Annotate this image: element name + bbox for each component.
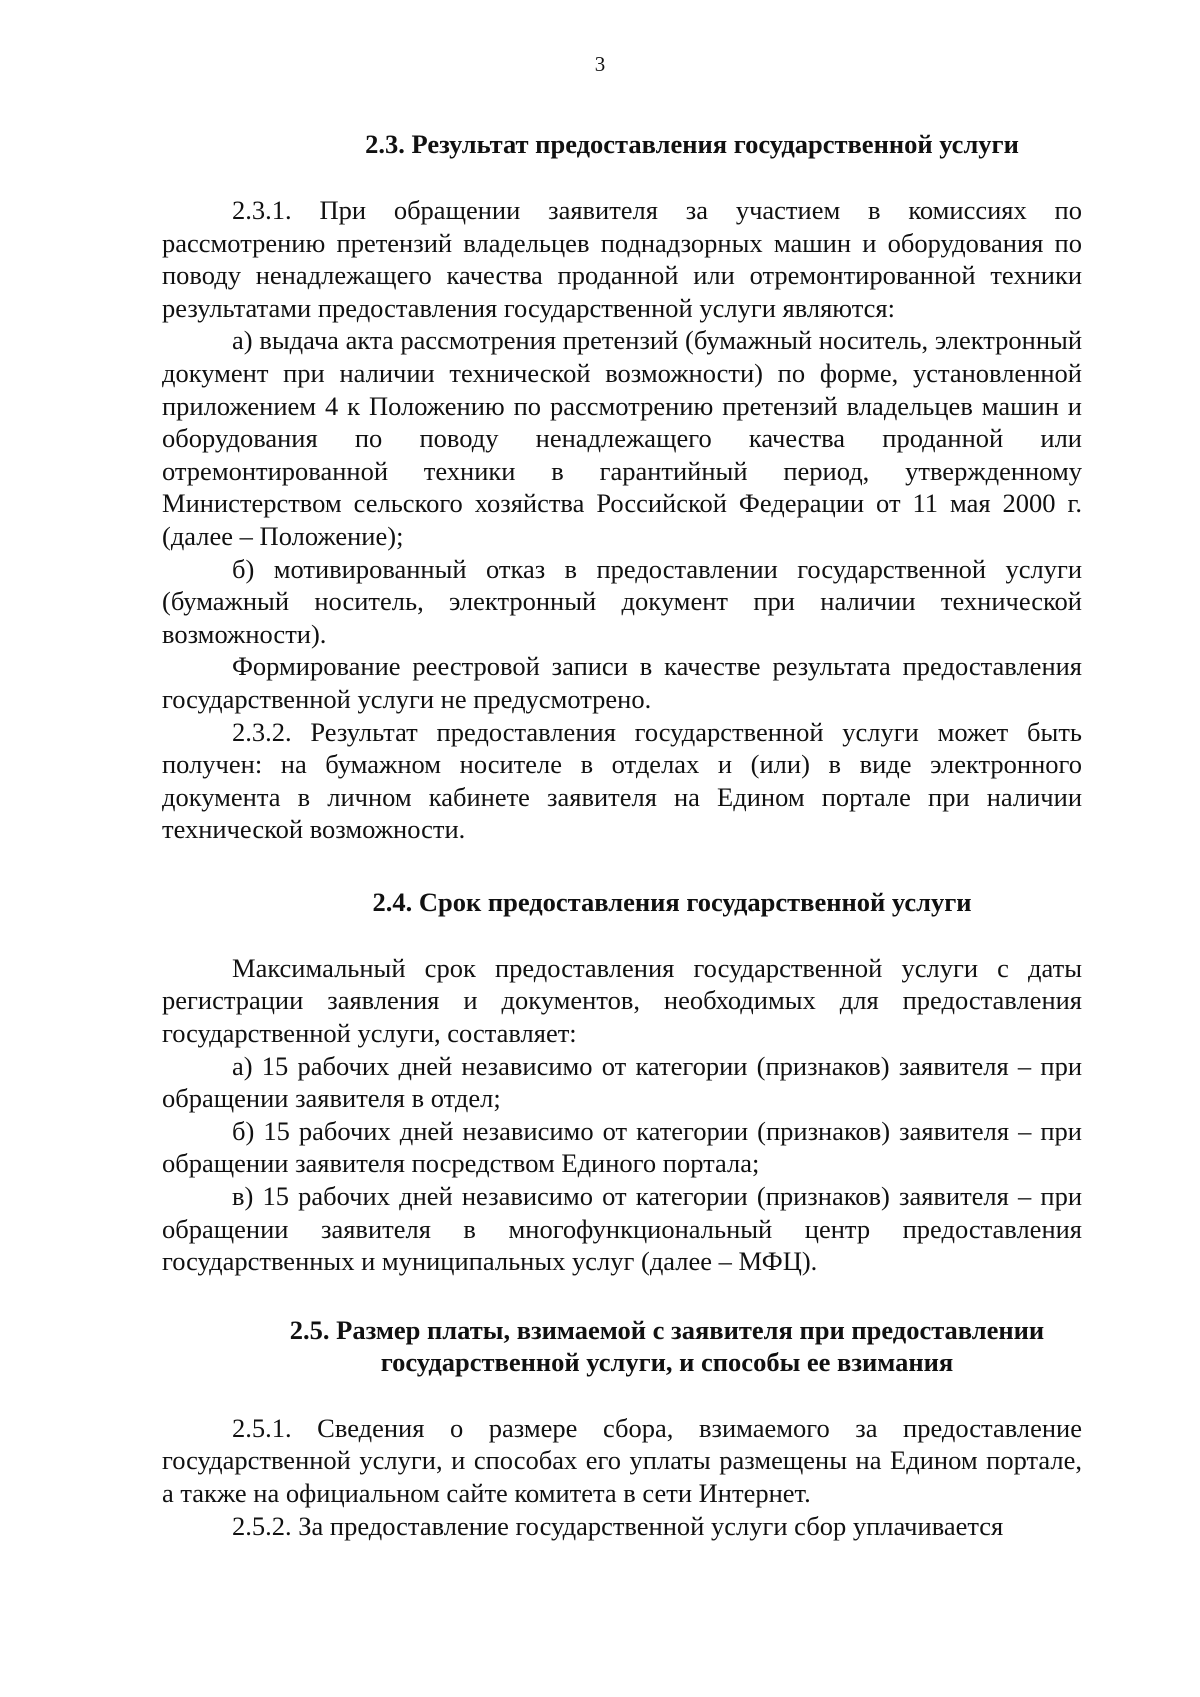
paragraph-2-3-2: 2.3.2. Результат предоставления государственной услуги может быть получен: на бумажном носителе в отделах и (или) в виде электронного документа в личном кабинете заявителя на Едином портале при наличии технической возможности.	[162, 716, 1082, 845]
paragraph-2-5-1: 2.5.1. Сведения о размере сбора, взимаемого за предоставление государственной услуги, и способах его уплаты размещены на Едином портале, а также на официальном сайте комитета в сети Интернет.	[162, 1412, 1082, 1508]
page-number: 3	[594, 52, 606, 76]
section-heading-2-3: 2.3. Результат предоставления государственной услуги	[365, 129, 1019, 159]
paragraph-2-4-a: а) 15 рабочих дней независимо от категории (признаков) заявителя – при обращении заявителя в отдел;	[162, 1050, 1082, 1114]
document-body	[162, 114, 1082, 1542]
paragraph-2-4-c: в) 15 рабочих дней независимо от категории (признаков) заявителя – при обращении заявителя в многофункциональный центр предоставления государственных и муниципальных услуг (далее – МФЦ).	[162, 1181, 1082, 1277]
paragraph-2-4-b: б) 15 рабочих дней независимо от категории (признаков) заявителя – при обращении заявителя посредством Единого портала;	[162, 1115, 1082, 1179]
section-heading-2-5	[252, 1314, 1082, 1378]
section-heading-2-5-line1: 2.5. Размер платы, взимаемой с заявителя при предоставлении	[289, 1314, 1045, 1345]
paragraph-2-5-2: 2.5.2. За предоставление государственной услуги сбор уплачивается	[232, 1510, 1004, 1541]
section-heading-2-4: 2.4. Срок предоставления государственной услуги	[372, 886, 972, 917]
paragraph-2-4-intro: Максимальный срок предоставления государственной услуги с даты регистрации заявления и документов, необходимых для предоставления государственной услуги, составляет:	[162, 952, 1082, 1049]
section-heading-2-5-line2: государственной услуги, и способы ее взимания	[380, 1346, 954, 1377]
paragraph-2-3-1: 2.3.1. При обращении заявителя за участием в комиссиях по рассмотрению претензий владельцев поднадзорных машин и оборудования по поводу ненадлежащего качества проданной или отремонтированной техники результатами предоставления государственной услуги являются:	[162, 195, 1082, 323]
paragraph-registry-record: Формирование реестровой записи в качестве результата предоставления государственной услуги не предусмотрено.	[162, 651, 1082, 714]
paragraph-2-3-1-b: б) мотивированный отказ в предоставлении государственной услуги (бумажный носитель, электронный документ при наличии технической возможности).	[162, 553, 1082, 649]
paragraph-2-3-1-a: а) выдача акта рассмотрения претензий (бумажный носитель, электронный документ при наличии технической возможности) по форме, установленной приложением 4 к Положению по рассмотрению претензий владельцев машин и оборудования по поводу ненадлежащего качества проданной или отремонтированной техники в гарантийный период, утвержденному Министерством сельского хозяйства Российской Федерации от 11 мая 2000 г. (далее – Положение);	[162, 325, 1082, 551]
